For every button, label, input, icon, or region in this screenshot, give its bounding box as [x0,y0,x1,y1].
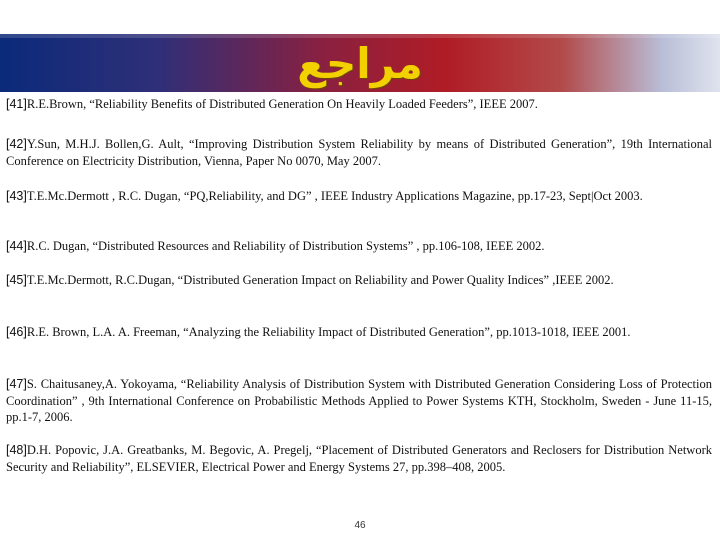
reference-item [6,272,712,289]
reference-text: T.E.Mc.Dermott, R.C.Dugan, “Distributed Generation Impact on Reliability and Power Quality Indices” ,IEEE 2002. [26,273,614,287]
reference-item [6,376,712,426]
reference-number: [41] [6,97,27,111]
reference-text: D.H. Popovic, J.A. Greatbanks, M. Begovic, A. Pregelj, “Placement of Distributed Generators and Reclosers for Distribution Network Security and Reliability”, ELSEVIER, Electrical Power and Energy Systems 27, pp.398–408, 2005. [6,443,712,474]
reference-number: [44] [6,239,27,253]
reference-text: R.E. Brown, L.A. A. Freeman, “Analyzing the Reliability Impact of Distributed Generation”, pp.1013-1018, IEEE 2001. [26,325,631,339]
page-number: 46 [354,520,366,531]
reference-number: [43] [6,189,27,203]
reference-item [6,324,712,341]
reference-item [6,238,712,255]
reference-item [6,442,712,475]
reference-text: Y.Sun, M.H.J. Bollen,G. Ault, “Improving Distribution System Reliability by means of Distributed Generation”, 19th International Conference on Electricity Distribution, Vienna, Paper No 0070, May 2007. [6,137,712,168]
reference-text: R.E.Brown, “Reliability Benefits of Distributed Generation On Heavily Loaded Feeders”, IEEE 2007. [26,97,538,111]
reference-item [6,96,712,113]
reference-text: R.C. Dugan, “Distributed Resources and Reliability of Distribution Systems” , pp.106-108, IEEE 2002. [26,239,545,253]
reference-number: [46] [6,325,27,339]
reference-number: [45] [6,273,27,287]
reference-number: [47] [6,377,27,391]
reference-item [6,136,712,169]
reference-text: S. Chaitusaney,A. Yokoyama, “Reliability Analysis of Distribution System with Distributed Generation Considering Loss of Protection Coordination” , 9th International Conference on Probabilistic Methods Applied to Power Systems KTH, Stockholm, Sweden - June 11-15, pp.1-7, 2006. [6,377,712,424]
reference-number: [48] [6,443,27,457]
reference-number: [42] [6,137,27,151]
reference-text: T.E.Mc.Dermott , R.C. Dugan, “PQ,Reliability, and DG” , IEEE Industry Applications Magazine, pp.17-23, Sept|Oct 2003. [26,189,643,203]
reference-item [6,188,712,205]
banner-highlight [0,34,720,38]
page-title: مراجع [297,39,423,88]
